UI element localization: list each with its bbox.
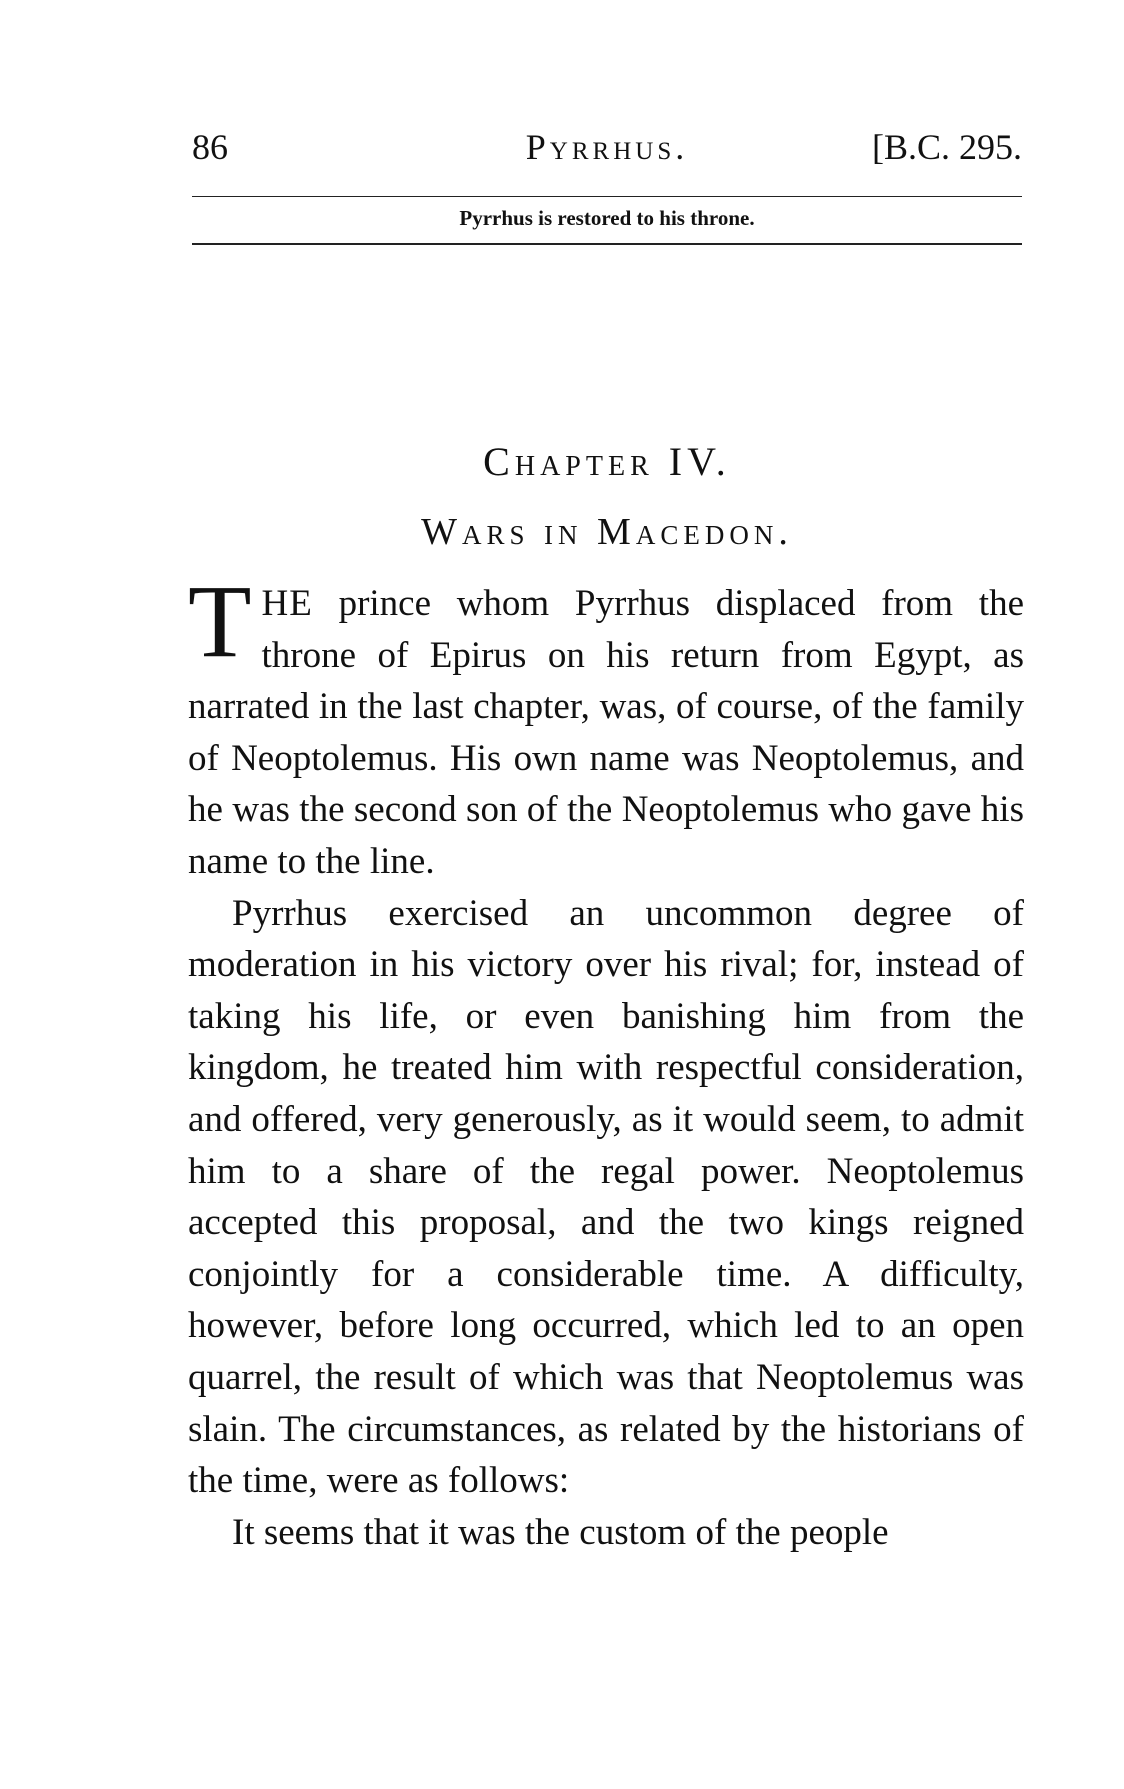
section-subhead: Pyrrhus is restored to his throne. — [459, 206, 755, 230]
chapter-number: Chapter IV. — [483, 439, 731, 484]
drop-cap: T — [188, 564, 252, 679]
running-head — [192, 126, 1022, 176]
date-reference: [B.C. 295. — [871, 127, 1022, 167]
paragraph-3: It seems that it was the custom of the people — [232, 1511, 889, 1553]
header-rule-bottom — [192, 243, 1022, 245]
paragraph-1-text: prince whom Pyrrhus displaced from the throne of Epirus on his return from Egypt, as narrated in the last chapter, was, of course, of the family of Neoptolemus. His own name was Neoptolemus, and he was the second son of the Neoptolemus who gave his name to the line. — [188, 583, 1024, 882]
body-text — [188, 564, 1024, 1558]
first-word-rest: HE — [261, 583, 313, 624]
paragraph-1 — [188, 564, 1024, 888]
page-number: 86 — [192, 127, 228, 167]
paragraph-2: Pyrrhus exercised an uncommon degree of moderation in his victory over his rival; for, instead of taking his life, or even banishing him from the kingdom, he treated him with respectful consideration, and offered, very generously, as it would seem, to admit him to a share of the regal power. Neoptolemus accepted this proposal, and the two kings reigned conjointly for a considerable time. A difficulty, however, before long occurred, which led to an open quarrel, the result of which was that Neoptolemus was slain. The circumstances, as related by the historians of the time, were as follows: — [188, 892, 1024, 1502]
chapter-title: Wars in Macedon. — [421, 511, 793, 553]
running-title: Pyrrhus. — [525, 127, 689, 167]
header-rule-top — [192, 196, 1022, 197]
